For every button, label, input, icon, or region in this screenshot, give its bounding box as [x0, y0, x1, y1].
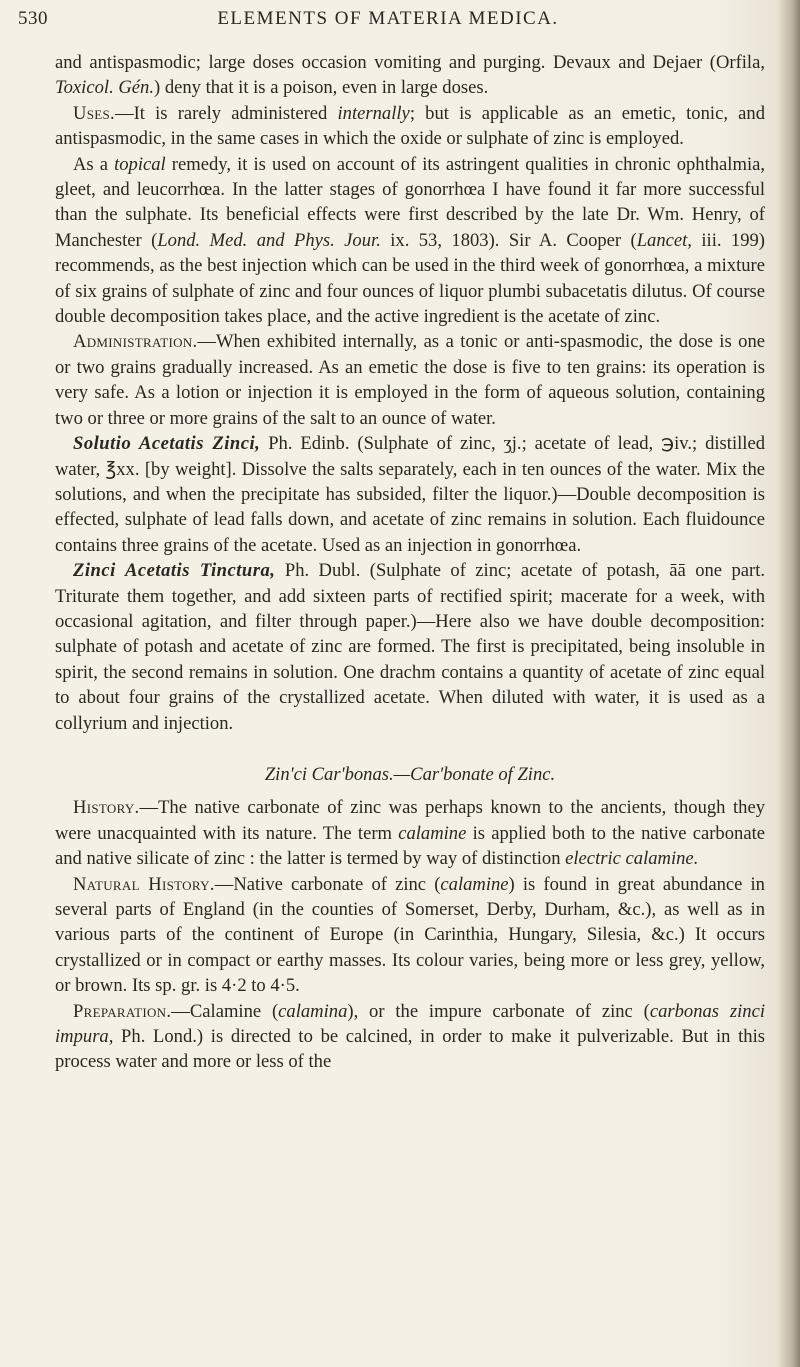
paragraph-administration: Administration.—When exhibited internally, as a tonic or anti-spasmodic, the dose is one or two grains gradually increased. As an emetic the dose is five to ten grains: its operation is very safe. As a lotion or injection it is employed in the form of aqueous solution, containing two or three or more grains of the salt to an ounce of water.	[55, 331, 765, 429]
uses-label: Uses.	[73, 102, 115, 124]
solutio-title: Solutio Acetatis Zinci,	[73, 433, 261, 455]
paragraph-history: History.—The native carbonate of zinc was perhaps known to the ancients, though they were unacquainted with its nature. The term calamine is applied both to the native carbonate and native silicate of zinc : the latter is termed by way of distinction electric calamine.	[55, 797, 765, 870]
preparation-label: Preparation.	[73, 1000, 172, 1022]
administration-label: Administration.	[73, 331, 198, 353]
page-body	[55, 50, 765, 1075]
tinctura-title: Zinci Acetatis Tinctura,	[73, 560, 276, 582]
page-header	[18, 8, 758, 44]
paragraph-preparation: Preparation.—Calamine (calamina), or the impure carbonate of zinc (carbonas zinci impura, Ph. Lond.) is directed to be calcined, in order to make it pulverizable. But in this process water and more or less of the	[55, 1000, 765, 1073]
page-edge-shadow	[778, 0, 800, 1367]
paragraph-topical: As a topical remedy, it is used on account of its astringent qualities in chronic ophthalmia, gleet, and leucorrhœa. In the latter stages of gonorrhœa I have found it far more successful than the sulphate. Its beneficial effects were first described by the late Dr. Wm. Henry, of Manchester (Lond. Med. and Phys. Jour. ix. 53, 1803). Sir A. Cooper (Lancet, iii. 199) recommends, as the best injection which can be used in the third week of gonorrhœa, a mixture of six grains of sulphate of zinc and four ounces of liquor plumbi subacetatis dilutus. Of course double decomposition takes place, and the active ingredient is the acetate of zinc.	[55, 153, 766, 328]
paragraph-continuation: and antispasmodic; large doses occasion vomiting and purging. Devaux and Dejaer (Orfila, Toxicol. Gén.) deny that it is a poison, even in large doses.	[55, 52, 765, 99]
paragraph-tinctura: Zinci Acetatis Tinctura, Ph. Dubl. (Sulphate of zinc; acetate of potash, āā one part. Triturate them together, and add sixteen parts of rectified spirit; macerate for a week, with occasional agitation, and filter through paper.)—Here also we have double decomposition: sulphate of potash and acetate of zinc are formed. The first is precipitated, being insoluble in spirit, the second remains in solution. One drachm contains a quantity of acetate of zinc equal to about four grains of the crystallized acetate. When diluted with water, it is used as a collyrium and injection.	[55, 560, 766, 734]
paragraph-solutio: Solutio Acetatis Zinci, Ph. Edinb. (Sulphate of zinc, ʒj.; acetate of lead, ℈iv.; distilled water, ℥xx. [by weight]. Dissolve the salts separately, each in ten ounces of the water. Mix the solutions, and when the precipitate has subsided, filter the liquor.)—Double decomposition is effected, sulphate of lead falls down, and acetate of zinc remains in solution. Each fluidounce contains three grains of the acetate. Used as an injection in gonorrhœa.	[55, 433, 765, 556]
history-label: History.	[73, 797, 140, 819]
page-number: 530	[18, 8, 48, 29]
running-head: ELEMENTS OF MATERIA MEDICA.	[217, 8, 559, 29]
paragraph-uses: Uses.—It is rarely administered internally; but is applicable as an emetic, tonic, and antispasmodic, in the same cases in which the oxide or sulphate of zinc is employed.	[55, 102, 766, 150]
section-title: Zin'ci Car'bonas.—Car'bonate of Zinc.	[264, 763, 556, 785]
natural-history-label: Natural History.	[73, 873, 215, 895]
paragraph-natural-history: Natural History.—Native carbonate of zinc (calamine) is found in great abundance in several parts of England (in the counties of Somerset, Derby, Durham, &c.), as well as in various parts of the continent of Europe (in Carinthia, Hungary, Silesia, &c.) It occurs crystallized or in compact or earthy masses. Its colour varies, being more or less grey, yellow, or brown. Its sp. gr. is 4·2 to 4·5.	[55, 873, 765, 997]
